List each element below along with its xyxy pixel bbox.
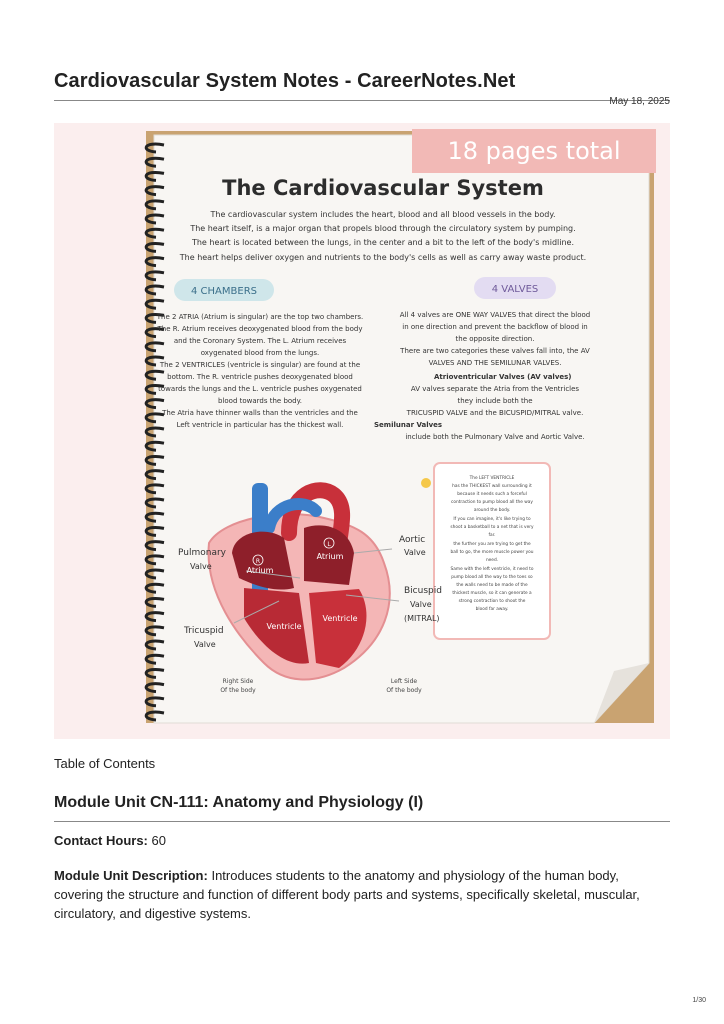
title-divider xyxy=(54,100,670,101)
note-line: the walls need to be made of the xyxy=(456,583,528,588)
valves-line: include both the Pulmonary Valve and Aortic Valve. xyxy=(405,433,585,441)
chambers-line: The 2 VENTRICLES (ventricle is singular) are found at the xyxy=(159,361,361,369)
module-description-label: Module Unit Description: xyxy=(54,868,208,883)
right-side-label-2: Of the body xyxy=(220,687,256,694)
intro-line: The cardiovascular system includes the heart, blood and all blood vessels in the body. xyxy=(210,210,556,219)
chambers-line: oxygenated blood from the lungs. xyxy=(200,349,320,357)
valves-line: Atrioventricular Valves (AV valves) xyxy=(434,373,572,381)
ventricle-right-label: Ventricle xyxy=(266,622,302,631)
module-divider xyxy=(54,821,670,822)
valves-line: the opposite direction. xyxy=(455,335,535,343)
intro-line: The heart itself, is a major organ that propels blood through the circulatory system by pumping. xyxy=(190,224,576,233)
aortic-valve-label: Aortic xyxy=(399,535,426,545)
note-line: has the THICKEST wall surrounding it xyxy=(452,484,532,489)
valves-line: All 4 valves are ONE WAY VALVES that direct the blood xyxy=(399,311,591,319)
chambers-label: 4 CHAMBERS xyxy=(191,286,257,297)
note-line: blood far away. xyxy=(475,607,509,612)
r-marker-label: R xyxy=(255,558,261,565)
page-number: 1/30 xyxy=(692,997,706,1004)
publish-date: May 18, 2025 xyxy=(609,96,670,107)
note-line: far. xyxy=(488,533,496,538)
page-title: Cardiovascular System Notes - CareerNotes.Net xyxy=(54,70,516,92)
note-line: the further you are trying to get the xyxy=(453,542,531,547)
bicuspid-valve-label-2: Valve xyxy=(410,600,432,609)
bicuspid-valve-label: Bicuspid xyxy=(404,586,442,596)
valves-line: in one direction and prevent the backflow of blood in xyxy=(402,323,588,331)
chambers-line: towards the lungs and the L. ventricle pushes oxygenated xyxy=(158,385,362,393)
bicuspid-valve-label-3: (MITRAL) xyxy=(404,614,440,623)
tricuspid-valve-label: Tricuspid xyxy=(184,626,224,636)
notebook-image xyxy=(54,123,670,739)
l-marker-label: L xyxy=(327,541,331,548)
chambers-line: and the Coronary System. The L. Atrium receives xyxy=(173,337,347,345)
aortic-valve-label-2: Valve xyxy=(404,548,426,557)
valves-line: VALVES AND THE SEMILUNAR VALVES. xyxy=(428,359,562,367)
ventricle-left-label: Ventricle xyxy=(322,614,358,623)
note-line: contraction to pump blood all the way xyxy=(451,500,533,505)
module-title: Module Unit CN-111: Anatomy and Physiology (I) xyxy=(54,794,424,811)
note-line: strong contraction to shoot the xyxy=(458,599,526,604)
left-side-label-2: Of the body xyxy=(386,687,422,694)
chambers-line: bottom. The R. ventricle pushes deoxygenated blood xyxy=(167,373,353,381)
note-line: If you can imagine, it's like trying to xyxy=(453,517,531,522)
chambers-line: The Atria have thinner walls than the ventricles and the xyxy=(162,409,358,417)
note-line: around the body. xyxy=(473,508,511,513)
module-description-text: Introduces students to the anatomy and physiology of the human body, covering the structure and function of different body parts and systems, specifically skeletal, muscular, circulatory, and digestive systems. xyxy=(54,868,640,921)
pulmonary-valve-label-2: Valve xyxy=(190,562,212,571)
note-line: ball to go, the more muscle power you xyxy=(450,550,534,555)
atrium-right-label: Atrium xyxy=(246,566,274,575)
chambers-line: The 2 ATRIA (Atrium is singular) are the top two chambers. xyxy=(156,313,364,321)
note-line: thickest muscle, so it can generate a xyxy=(452,591,532,596)
right-side-label: Right Side xyxy=(222,678,254,685)
contact-hours-value: 60 xyxy=(147,833,166,848)
atrium-left-label: Atrium xyxy=(316,552,344,561)
note-line: need. xyxy=(485,558,499,563)
notebook-illustration xyxy=(54,123,670,739)
chambers-line: Left ventricle in particular has the thickest wall. xyxy=(176,421,344,429)
intro-line: The heart is located between the lungs, in the center and a bit to the left of the body's midline. xyxy=(191,238,575,247)
tricuspid-valve-label-2: Valve xyxy=(194,640,216,649)
note-line: Same with the left ventricle, it need to xyxy=(450,567,534,572)
note-line: shoot a basketball to a net that is very xyxy=(450,525,534,530)
pulmonary-valve-label: Pulmonary xyxy=(178,548,226,558)
lightbulb-icon xyxy=(421,478,431,488)
page-count-badge-text: 18 pages total xyxy=(447,137,621,165)
valves-line: AV valves separate the Atria from the Ventricles xyxy=(410,385,580,393)
valves-line: TRICUSPID VALVE and the BICUSPID/MITRAL valve. xyxy=(406,409,584,417)
table-of-contents-link[interactable]: Table of Contents xyxy=(54,756,156,771)
notebook-heading: The Cardiovascular System xyxy=(222,176,544,200)
valves-label: 4 VALVES xyxy=(491,284,539,295)
valves-line: There are two categories these valves fall into, the AV xyxy=(400,347,590,355)
note-line: pump blood all the way to the toes so xyxy=(451,575,533,580)
module-description xyxy=(54,866,670,923)
valves-line: they include both the xyxy=(457,397,533,405)
left-side-label: Left Side xyxy=(390,678,418,685)
intro-line: The heart helps deliver oxygen and nutrients to the body's cells as well as carry away waste product. xyxy=(179,253,587,262)
note-line: because it needs such a forceful xyxy=(457,492,527,497)
contact-hours xyxy=(54,833,166,848)
chambers-line: The R. Atrium receives deoxygenated blood from the body xyxy=(157,325,363,333)
chambers-line: blood towards the body. xyxy=(218,397,302,405)
note-line: The LEFT VENTRICLE xyxy=(469,476,515,481)
valves-line: Semilunar Valves xyxy=(374,421,443,429)
note-text xyxy=(450,475,534,612)
contact-hours-label: Contact Hours: xyxy=(54,833,148,848)
